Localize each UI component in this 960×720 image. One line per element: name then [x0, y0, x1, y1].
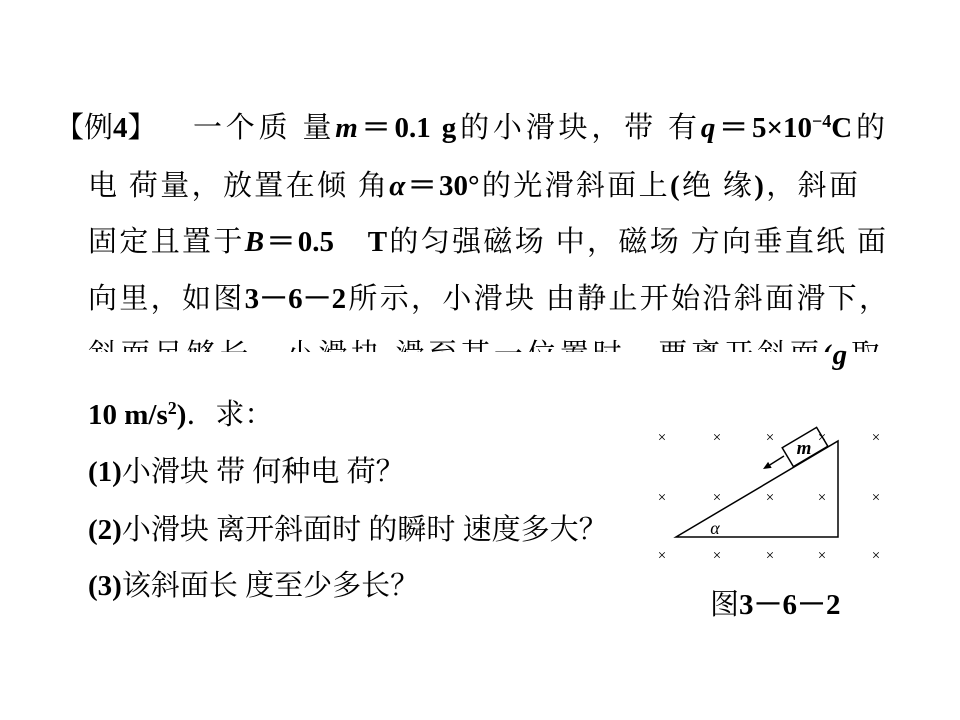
- question-number: (2): [88, 514, 122, 546]
- gravity-symbol: g: [832, 339, 848, 371]
- question-1: [88, 458, 405, 487]
- magnetic-field-cross: ×: [817, 548, 827, 564]
- caption-prefix: 图: [710, 589, 740, 621]
- text-run: 所示，小滑块 由静止开始沿斜面滑下，: [346, 283, 888, 315]
- text-run: ，斜面: [763, 170, 858, 202]
- question-2: [88, 516, 608, 545]
- mass-symbol: m: [335, 112, 358, 144]
- problem-line-3: [88, 228, 886, 257]
- questions-intro: [88, 398, 274, 431]
- gravity-value: 10 m/s: [88, 399, 168, 431]
- text-run: 的匀强磁场 中，磁场 方向垂直纸 面: [387, 226, 886, 258]
- field-symbol: B: [244, 226, 265, 258]
- question-number: (3): [88, 570, 122, 602]
- magnetic-field-cross: ×: [871, 490, 881, 506]
- magnetic-field-cross: ×: [712, 490, 722, 506]
- magnetic-field-cross: ×: [657, 548, 667, 564]
- text-run: 向里，如图: [88, 283, 245, 315]
- magnetic-field-cross: ×: [712, 430, 722, 446]
- text-run: 的: [852, 112, 885, 144]
- charge-unit: C: [831, 112, 853, 144]
- text-run: 的小滑块，带 有: [456, 112, 701, 144]
- charge-symbol: q: [700, 112, 716, 144]
- field-value: ＝0.5 T: [264, 226, 388, 258]
- caption-number: 3－6－2: [739, 589, 841, 621]
- charge-exponent: −4: [811, 111, 832, 132]
- example-number: 4: [113, 112, 128, 144]
- example-label-open: 【例: [55, 112, 114, 144]
- motion-arrow-icon: [763, 456, 784, 469]
- charge-value: ＝5×10: [715, 112, 812, 144]
- angle-value: ＝30°: [405, 170, 480, 202]
- block-label: m: [796, 438, 812, 459]
- angle-symbol: α: [389, 170, 406, 202]
- text-run: 电 荷量，放置在倾 角: [88, 170, 390, 202]
- text-run: ．求：: [186, 399, 274, 431]
- magnetic-field-cross: ×: [657, 430, 667, 446]
- question-text: 该斜面长 度至少多长？: [121, 570, 420, 602]
- example-label-close: 】: [127, 112, 157, 144]
- question-number: (1): [88, 456, 122, 488]
- magnetic-field-cross: ×: [871, 430, 881, 446]
- mass-value: ＝0.1 g: [357, 112, 457, 144]
- magnetic-field-cross: ×: [817, 430, 827, 446]
- paren-close: ): [176, 399, 187, 431]
- magnetic-field-cross: ×: [817, 490, 827, 506]
- question-text: 小滑块 带 何种电 荷？: [121, 456, 405, 488]
- text-run: 一个质 量: [193, 112, 336, 144]
- figure-reference: 3－6－2: [244, 283, 347, 315]
- magnetic-field-cross: ×: [712, 548, 722, 564]
- magnetic-field-cross: ×: [765, 430, 775, 446]
- problem-line-2: [88, 172, 858, 201]
- question-3: [88, 572, 419, 601]
- problem-line-4: [88, 285, 888, 314]
- figure-caption: [710, 591, 841, 620]
- incline-diagram: [650, 420, 890, 575]
- paren-close: ): [754, 170, 764, 202]
- angle-label: α: [710, 518, 720, 538]
- unit-exponent: 2: [167, 398, 177, 419]
- magnetic-field-cross: ×: [657, 490, 667, 506]
- paren-open: (: [669, 170, 680, 202]
- magnetic-field-cross: ×: [871, 548, 881, 564]
- text-run: 的光滑斜面上: [479, 170, 670, 202]
- magnetic-field-cross: ×: [765, 548, 775, 564]
- example-label: [55, 114, 157, 143]
- text-run: 固定且置于: [88, 226, 245, 258]
- text-run: 绝 缘: [679, 170, 755, 202]
- question-text: 小滑块 离开斜面时 的瞬时 速度多大？: [121, 514, 608, 546]
- magnetic-field-cross: ×: [765, 490, 775, 506]
- text-clip-mask: [60, 352, 940, 392]
- problem-line-1: [193, 111, 885, 144]
